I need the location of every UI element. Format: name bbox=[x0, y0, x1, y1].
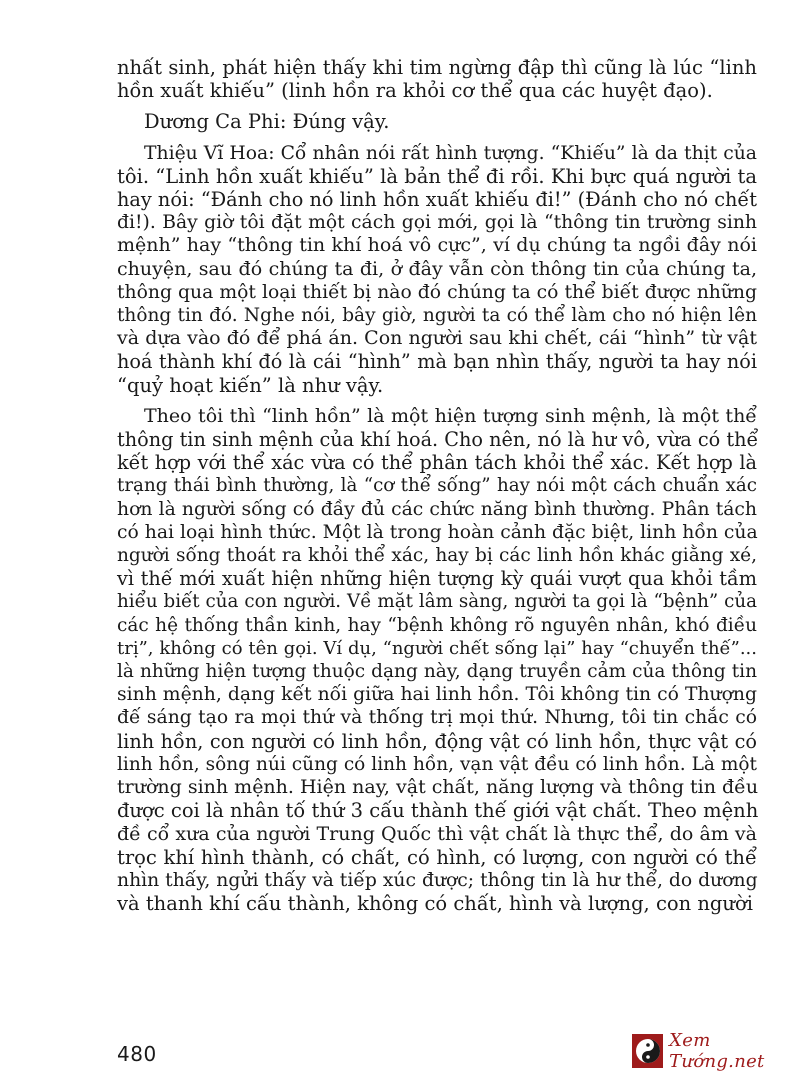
text-line: mệnh” hay “thông tin khí hoá vô cực”, ví dụ chúng ta ngồi đây nói bbox=[117, 234, 757, 257]
text-line: trị”, không có tên gọi. Ví dụ, “người chết sống lại” hay “chuyển thế”... bbox=[117, 637, 757, 659]
text-line: trạng thái bình thường, là “cơ thể sống” hay nói một cách chuẩn xác bbox=[117, 475, 757, 497]
text-line: Thiệu Vĩ Hoa: Cổ nhân nói rất hình tượng. “Khiếu” là da thịt của bbox=[144, 142, 757, 164]
text-line: linh hồn, sông núi cũng có linh hồn, vạn vật đều có linh hồn. Là một bbox=[117, 753, 757, 775]
paragraph bbox=[117, 56, 757, 102]
text-line: đề cổ xưa của người Trung Quốc thì vật chất là thực thể, do âm và bbox=[117, 822, 757, 845]
page-number: 480 bbox=[117, 1042, 157, 1066]
text-line: hay nói: “Đánh cho nó linh hồn xuất khiếu đi!” (Đánh cho nó chết bbox=[117, 188, 757, 212]
text-line: các hệ thống thần kinh, hay “bệnh không rõ nguyên nhân, khó điều bbox=[117, 614, 757, 636]
text-line: thông tin đó. Nghe nói, bây giờ, người ta có thể làm cho nó hiện lên bbox=[117, 305, 757, 327]
text-line: là những hiện tượng thuộc dạng này, dạng truyền cảm của thông tin bbox=[117, 661, 757, 683]
text-line: sinh mệnh, dạng kết nối giữa hai linh hồn. Tôi không tin có Thượng bbox=[117, 684, 757, 706]
text-line: kết hợp với thể xác vừa có thể phân tách khỏi thể xác. Kết hợp là bbox=[117, 451, 757, 475]
text-line: tôi. “Linh hồn xuất khiếu” là bản thể đi rồi. Khi bực quá người ta bbox=[117, 164, 757, 188]
text-line: trọc khí hình thành, có chất, có hình, có lượng, con người có thể bbox=[117, 845, 757, 869]
text-line: nhất sinh, phát hiện thấy khi tim ngừng đập thì cũng là lúc “linh bbox=[117, 56, 757, 79]
text-line: thông qua một loại thiết bị nào đó chúng ta có thể biết được những bbox=[117, 281, 757, 303]
watermark-text: Xem Tướng.net bbox=[669, 1030, 765, 1072]
text-line: đi!). Bây giờ tôi đặt một cách gọi mới, gọi là “thông tin trường sinh bbox=[117, 212, 757, 234]
text-line: và thanh khí cấu thành, không có chất, hình và lượng, con người bbox=[117, 892, 753, 916]
text-line: hoá thành khí đó là cái “hình” mà bạn nhìn thấy, người ta hay nói bbox=[117, 350, 757, 374]
text-line: hơn là người sống có đầy đủ các chức năng bình thường. Phân tách bbox=[117, 498, 757, 520]
text-line: và dựa vào đó để phá án. Con người sau khi chết, cái “hình” từ vật bbox=[117, 327, 757, 350]
paragraph bbox=[117, 142, 757, 397]
text-line: đế sáng tạo ra mọi thứ và thống trị mọi thứ. Nhưng, tôi tin chắc có bbox=[117, 707, 757, 729]
yin-yang-icon bbox=[632, 1034, 663, 1068]
text-line: được coi là nhân tố thứ 3 cấu thành thế giới vật chất. Theo mệnh bbox=[117, 799, 759, 823]
text-line: linh hồn, con người có linh hồn, động vật có linh hồn, thực vật có bbox=[117, 729, 757, 753]
text-line: Theo tôi thì “linh hồn” là một hiện tượng sinh mệnh, là một thể bbox=[144, 404, 757, 427]
watermark bbox=[632, 1030, 800, 1072]
text-line: chuyện, sau đó chúng ta đi, ở đây vẫn còn thông tin của chúng ta, bbox=[117, 257, 757, 280]
text-line: hồn xuất khiếu” (linh hồn ra khỏi cơ thể qua các huyệt đạo). bbox=[117, 79, 713, 103]
paragraph bbox=[117, 405, 757, 915]
text-line: thông tin sinh mệnh của khí hoá. Cho nên, nó là hư vô, vừa có thể bbox=[117, 428, 759, 452]
text-line: Dương Ca Phi: Đúng vậy. bbox=[144, 110, 390, 134]
paragraph bbox=[117, 110, 757, 133]
text-line: trường sinh mệnh. Hiện nay, vật chất, năng lượng và thông tin đều bbox=[117, 776, 759, 799]
text-line: vì thế mới xuất hiện những hiện tượng kỳ quái vượt qua khỏi tầm bbox=[117, 567, 757, 591]
text-line: “quỷ hoạt kiến” là như vậy. bbox=[117, 373, 384, 397]
text-line: nhìn thấy, ngửi thấy và tiếp xúc được; thông tin là hư thể, do dương bbox=[117, 869, 758, 891]
text-line: người sống thoát ra khỏi thể xác, hay bị các linh hồn khác giằng xé, bbox=[117, 545, 757, 567]
text-line: có hai loại hình thức. Một là trong hoàn cảnh đặc biệt, linh hồn của bbox=[117, 521, 758, 543]
text-line: hiểu biết của con người. Về mặt lâm sàng, người ta gọi là “bệnh” của bbox=[117, 591, 757, 613]
book-page-text bbox=[117, 56, 757, 923]
